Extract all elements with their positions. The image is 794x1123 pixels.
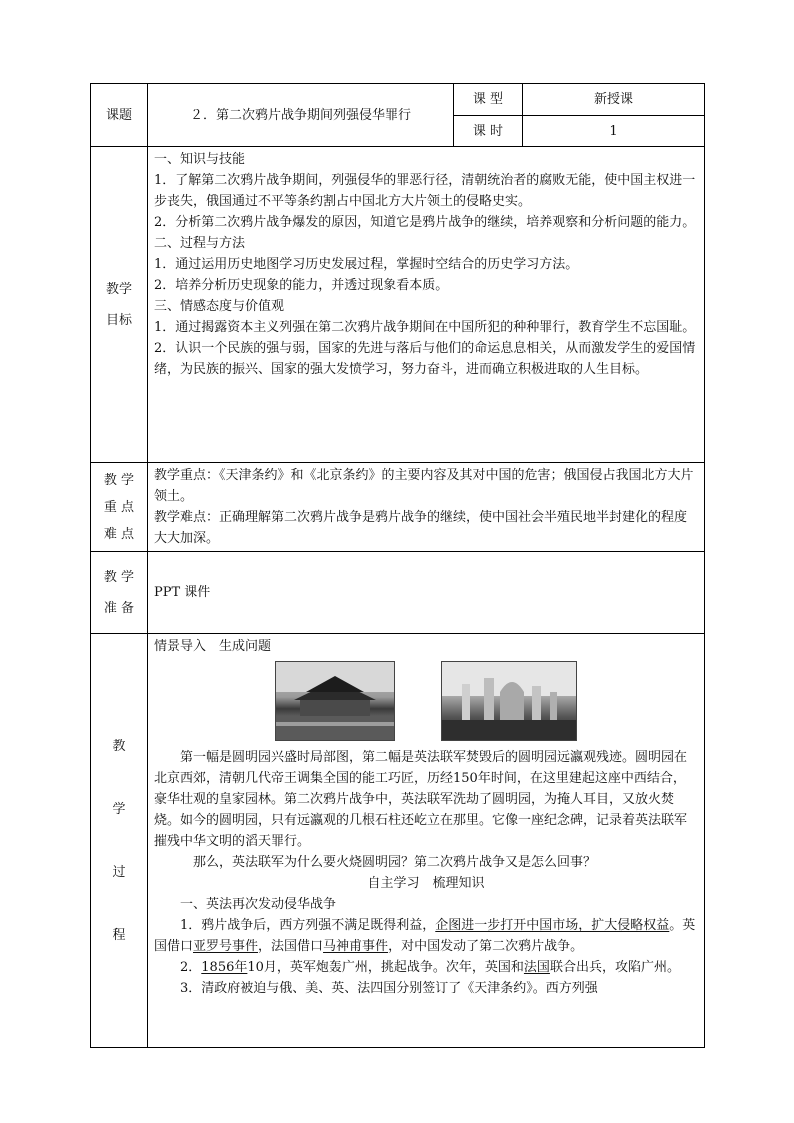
text-run: 1．鸦片战争后，西方列强不满足既得利益， [180,918,436,933]
objectives-content [148,147,705,463]
preparation-label-line: 教 学 [103,569,135,585]
yuanmingyuan-palace-image [275,661,395,741]
key-points-label-line: 难 点 [103,526,135,542]
process-content [148,634,705,1048]
objective-item: 1．通过揭露资本主义列强在第二次鸦片战争期间在中国所犯的种种罪行，教育学生不忘国耻。 [154,320,696,335]
key-points-content [148,463,705,552]
process-item-2 [154,957,698,978]
underlined-answer: 法国 [523,960,550,975]
key-point-item: 教学重点：《天津条约》和《北京条约》的主要内容及其对中国的危害；俄国侵占我国北方大片领土。 [154,468,694,504]
section-heading: 自主学习 梳理知识 [367,876,485,891]
difficult-point-item: 教学难点：正确理解第二次鸦片战争是鸦片战争的继续，使中国社会半殖民地半封建化的程度大大加深。 [154,510,688,546]
lesson-title [148,84,454,147]
process-item-1 [154,915,698,957]
underlined-answer: 企图进一步打开中国市场，扩大侵略权益 [435,918,670,933]
text-run: 2． [180,960,202,975]
process-label-line: 教 [112,738,126,754]
underlined-answer: 亚罗号事件 [193,939,259,954]
objective-heading: 二、过程与方法 [154,236,246,251]
lesson-plan-table [90,83,705,1048]
objective-item: 2．分析第二次鸦片战争爆发的原因，知道它是鸦片战争的继续，培养观察和分析问题的能力。 [154,215,696,230]
process-label [91,634,148,1048]
lesson-type-value [523,84,705,116]
preparation-label-line: 准 备 [103,600,135,616]
objective-item: 1．了解第二次鸦片战争期间，列强侵华的罪恶行径，清朝统治者的腐败无能，使中国主权进一步丧失，俄国通过不平等条约割占中国北方大片领土的侵略史实。 [154,173,696,209]
lesson-hours-value [523,116,705,147]
lesson-title-label [91,84,148,147]
text-run: ，法国借口 [258,939,324,954]
objectives-label-line: 教学 [105,281,132,297]
photo-row [154,661,698,741]
objective-item: 2．培养分析历史现象的能力，并透过现象看本质。 [154,278,449,293]
lesson-hours-label [454,116,523,147]
lesson-type-value-text: 新授课 [593,92,633,107]
objective-item: 2．认识一个民族的强与弱，国家的先进与落后与他们的命运息息相关，从而激发学生的爱国情绪，为民族的振兴、国家的强大发愤学习，努力奋斗，进而确立积极进取的人生目标。 [154,341,696,377]
underlined-answer: 1856年 [201,960,248,975]
objective-item: 1．通过运用历史地图学习历史发展过程，掌握时空结合的历史学习方法。 [154,257,579,272]
lesson-title-text: ２．第二次鸦片战争期间列强侵华罪行 [189,107,411,123]
intro-heading: 情景导入 生成问题 [154,639,272,654]
objectives-label [91,147,148,463]
key-points-label-line: 教 学 [103,472,135,488]
objective-heading: 一、知识与技能 [154,152,246,167]
text-run: ，对中国发动了第二次鸦片战争。 [388,939,584,954]
text-run: 联合出兵，攻陷广州。 [549,960,680,975]
process-label-line: 学 [112,801,126,817]
intro-question: 那么，英法联军为什么要火烧圆明园？第二次鸦片战争又是怎么回事？ [193,855,597,870]
preparation-label [91,552,148,634]
key-points-label-line: 重 点 [103,499,135,515]
text-run: 。英国借口 [154,918,696,954]
lesson-type-label-text: 课 型 [472,92,504,107]
sub-heading: 一、英法再次发动侵华战争 [180,897,337,912]
process-item-3: 3．清政府被迫与俄、美、英、法四国分别签订了《天津条约》。西方列强 [180,981,598,996]
process-label-line: 程 [112,927,126,943]
key-points-label [91,463,148,552]
lesson-title-label-text: 课题 [105,107,132,123]
preparation-value: PPT 课件 [154,585,211,600]
lesson-hours-value-text: 1 [609,123,618,139]
underlined-answer: 马神甫事件 [323,939,389,954]
objective-heading: 三、情感态度与价值观 [154,299,285,314]
text-run: 10月，英军炮轰广州，挑起战争。次年，英国和 [247,960,524,975]
objectives-label-line: 目标 [105,312,132,328]
lesson-plan-page [90,83,704,1048]
lesson-type-label [454,84,523,116]
process-label-line: 过 [112,864,126,880]
yuanmingyuan-ruins-image [441,661,577,741]
lesson-hours-label-text: 课 时 [472,123,504,139]
preparation-content [148,552,705,634]
intro-paragraph: 第一幅是圆明园兴盛时局部图，第二幅是英法联军焚毁后的圆明园远瀛观残迹。圆明园在北京西郊，清朝几代帝王调集全国的能工巧匠，历经150年时间，在这里建起这座中西结合，豪华壮观的皇家园林。第二次鸦片战争中，英法联军洗劫了圆明园，为掩人耳目，又放火焚烧。如今的圆明园，只有远瀛观的几根石柱还屹立在那里。它像一座纪念碑，记录着英法联军摧残中华文明的滔天罪行。 [154,750,688,849]
